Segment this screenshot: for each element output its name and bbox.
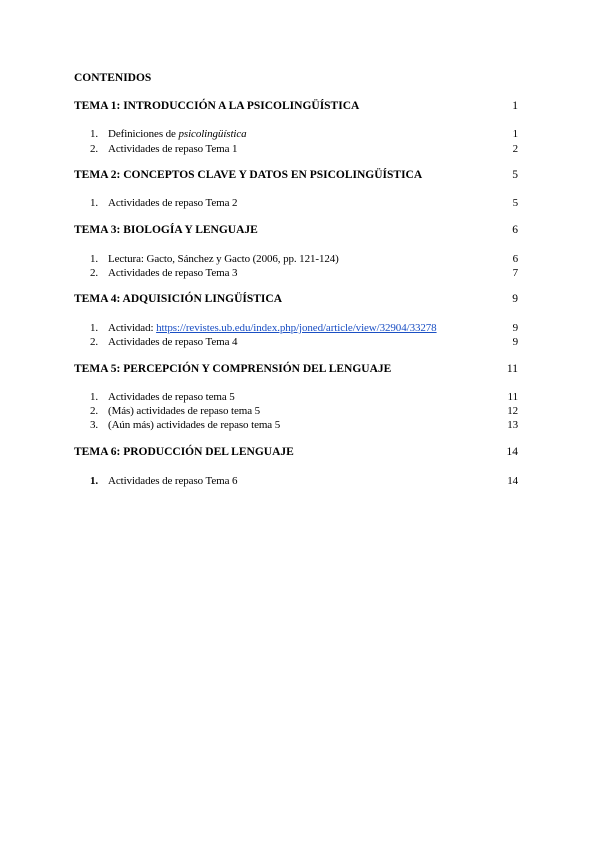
subentry-page: 9 <box>512 322 518 334</box>
toc-subentry[interactable] <box>90 267 518 279</box>
toc-entry-title: TEMA 1: INTRODUCCIÓN A LA PSICOLINGÜÍSTICA <box>74 100 360 112</box>
toc-entry-page: 14 <box>506 446 518 458</box>
subentry-text: Actividades de repaso Tema 6 <box>108 475 238 487</box>
subentry-index: 2. <box>90 267 99 279</box>
subentry-page: 5 <box>512 197 518 209</box>
toc-entry-tema-1[interactable] <box>74 100 518 112</box>
toc-entry-title: TEMA 2: CONCEPTOS CLAVE Y DATOS EN PSICOLINGÜÍSTICA <box>74 169 423 181</box>
toc-subentry[interactable] <box>90 143 518 155</box>
subentry-text: Actividades de repaso tema 5 <box>108 391 235 403</box>
toc-entry-page: 6 <box>512 224 518 236</box>
toc-entry-page: 9 <box>512 293 518 305</box>
toc-entry-page: 5 <box>512 169 518 181</box>
subentry-page: 13 <box>507 419 518 431</box>
subentry-text: Actividades de repaso Tema 2 <box>108 197 238 209</box>
subentry-index: 1. <box>90 128 99 140</box>
subentry-text: Actividades de repaso Tema 1 <box>108 143 238 155</box>
toc-entry-title: TEMA 3: BIOLOGÍA Y LENGUAJE <box>74 224 258 236</box>
toc-entry-title: TEMA 6: PRODUCCIÓN DEL LENGUAJE <box>74 446 294 458</box>
toc-entry-page: 1 <box>512 100 518 112</box>
subentry-page: 14 <box>507 475 518 487</box>
subentry-index: 1. <box>90 475 99 487</box>
toc-subentry[interactable] <box>90 419 518 431</box>
subentry-text: Actividades de repaso Tema 4 <box>108 336 238 348</box>
subentry-index: 1. <box>90 197 99 209</box>
article-link[interactable]: https://revistes.ub.edu/index.php/joned/article/view/32904/33278 <box>156 322 437 334</box>
toc-entry-tema-6[interactable] <box>74 446 518 458</box>
subentry-index: 1. <box>90 322 99 334</box>
toc-subentry[interactable] <box>90 128 518 140</box>
subentry-index: 1. <box>90 253 99 265</box>
toc-entry-tema-2[interactable] <box>74 169 518 181</box>
subentry-index: 2. <box>90 405 99 417</box>
subentry-page: 6 <box>512 253 518 265</box>
toc-subentry[interactable] <box>90 322 518 334</box>
subentry-index: 3. <box>90 419 99 431</box>
toc-subentry[interactable] <box>90 391 518 403</box>
toc-subentry[interactable] <box>90 197 518 209</box>
subentry-text: Definiciones de psicolingüística <box>108 128 247 140</box>
subentry-page: 2 <box>512 143 518 155</box>
toc-entry-title: TEMA 5: PERCEPCIÓN Y COMPRENSIÓN DEL LENGUAJE <box>74 363 392 375</box>
toc-entry-page: 11 <box>506 363 518 375</box>
toc-entry-tema-4[interactable] <box>74 293 518 305</box>
subentry-text: (Más) actividades de repaso tema 5 <box>108 405 261 417</box>
subentry-index: 2. <box>90 143 99 155</box>
toc-subentry[interactable] <box>90 253 518 265</box>
subentry-page: 12 <box>507 405 518 417</box>
contents-heading: CONTENIDOS <box>74 72 152 84</box>
subentry-page: 7 <box>512 267 518 279</box>
subentry-text: (Aún más) actividades de repaso tema 5 <box>108 419 281 431</box>
subentry-page: 11 <box>507 391 518 403</box>
subentry-index: 2. <box>90 336 99 348</box>
subentry-index: 1. <box>90 391 99 403</box>
toc-subentry[interactable] <box>90 336 518 348</box>
subentry-page: 9 <box>512 336 518 348</box>
toc-entry-tema-5[interactable] <box>74 363 518 375</box>
subentry-text: Lectura: Gacto, Sánchez y Gacto (2006, pp. 121-124) <box>108 253 339 265</box>
toc-subentry[interactable] <box>90 405 518 417</box>
toc-entry-tema-3[interactable] <box>74 224 518 236</box>
toc-subentry[interactable] <box>90 475 518 487</box>
subentry-page: 1 <box>512 128 518 140</box>
subentry-text: Actividades de repaso Tema 3 <box>108 267 238 279</box>
toc-entry-title: TEMA 4: ADQUISICIÓN LINGÜÍSTICA <box>74 293 282 305</box>
subentry-text: Actividad: https://revistes.ub.edu/index.php/joned/article/view/32904/33278 <box>108 322 437 334</box>
